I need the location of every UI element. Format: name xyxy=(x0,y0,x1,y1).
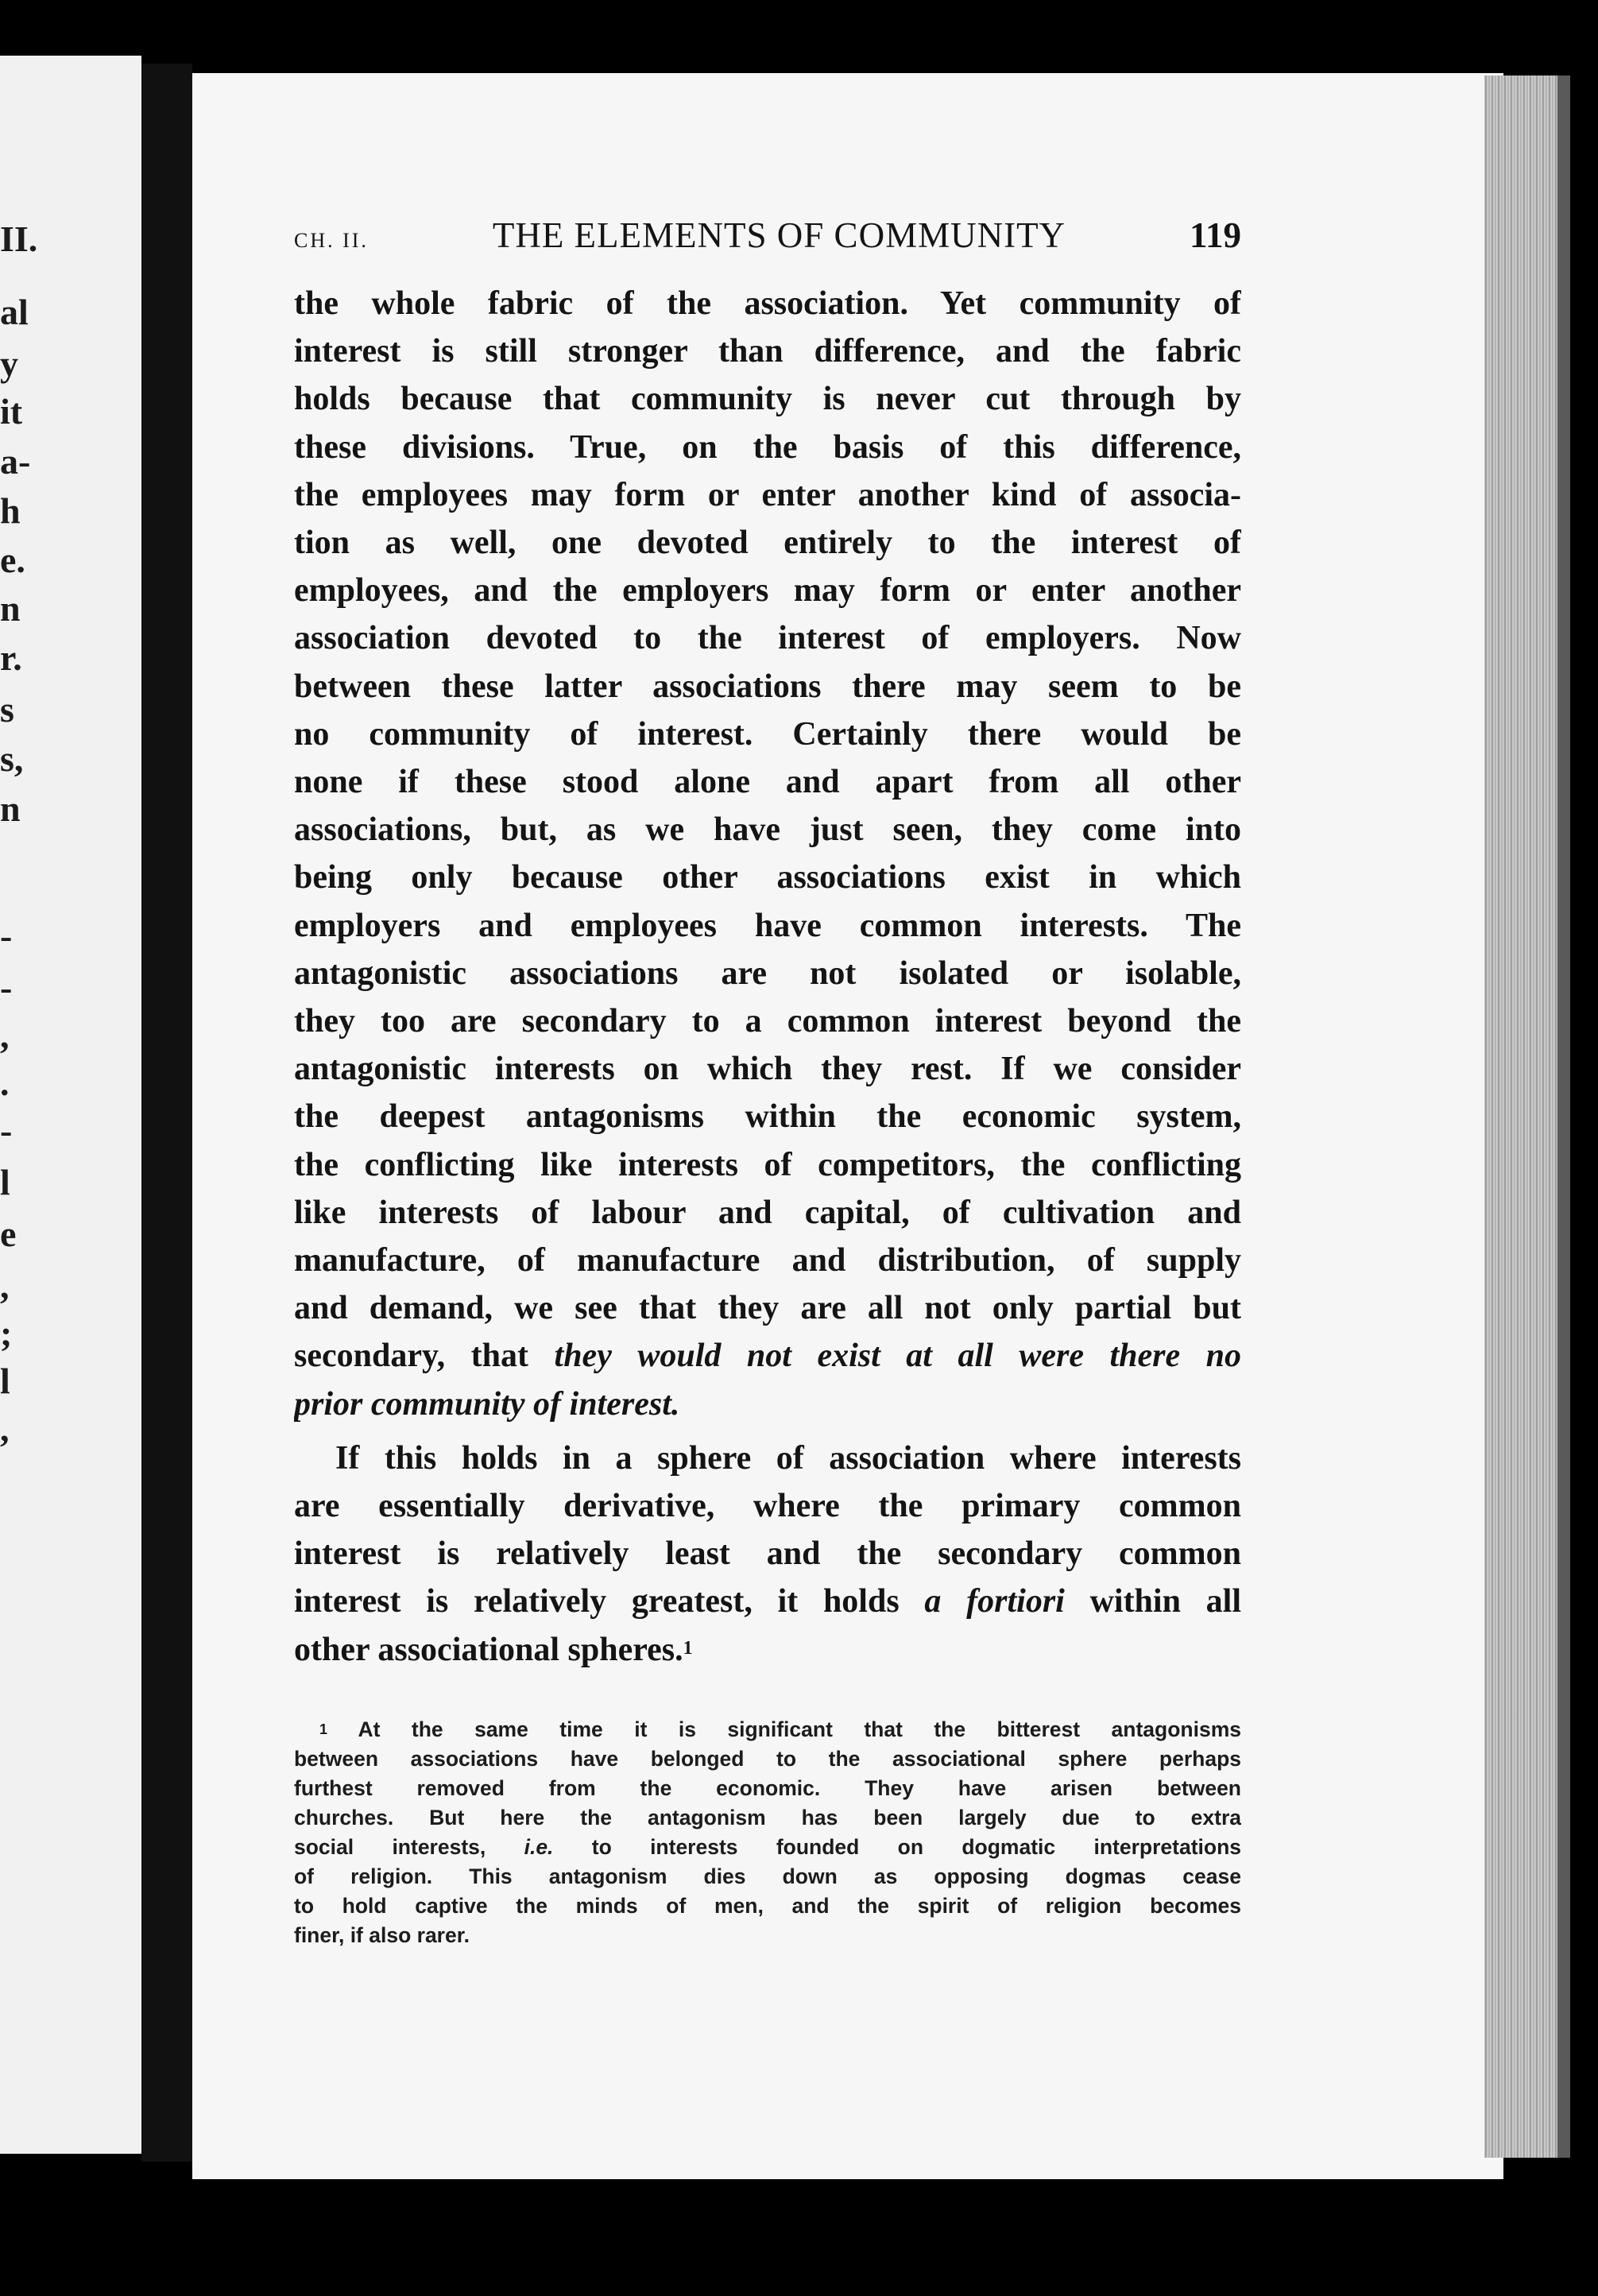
italic-text: i.e. xyxy=(524,1834,554,1859)
facing-page-fragment: s xyxy=(0,689,14,730)
facing-page-fragment: n xyxy=(0,788,21,829)
footnote-line xyxy=(294,1833,1241,1862)
facing-page-fragment: l xyxy=(0,1361,10,1401)
text-segment: social interests, xyxy=(294,1834,524,1859)
running-head xyxy=(294,215,1241,262)
footnote-marker: 1 xyxy=(319,1721,328,1737)
facing-page-fragment: r. xyxy=(0,637,22,678)
facing-page-fragment: h xyxy=(0,490,21,531)
text-line: manufacture, of manufacture and distribution, of supply xyxy=(294,1242,1241,1280)
facing-page xyxy=(0,56,141,2154)
text-line xyxy=(294,1332,1241,1380)
facing-page-fragment: - xyxy=(0,967,13,1008)
page-text xyxy=(294,215,1241,1950)
text-line: like interests of labour and capital, of cultivation and xyxy=(294,1194,1241,1231)
running-title: THE ELEMENTS OF COMMUNITY xyxy=(492,215,1066,255)
text-line: association devoted to the interest of employers. Now xyxy=(294,620,1241,657)
footnote-line: churches. But here the antagonism has been largely due to extra xyxy=(294,1805,1241,1829)
book-gutter xyxy=(141,64,192,2162)
page-edge-shadow xyxy=(1557,76,1570,2158)
text-segment: to interests founded on dogmatic interpretations xyxy=(553,1834,1241,1859)
page-number: 119 xyxy=(1189,215,1241,255)
text-line: these divisions. True, on the basis of this difference, xyxy=(294,428,1241,466)
footnote-line: furthest removed from the economic. They have arisen between xyxy=(294,1775,1241,1800)
facing-page-fragment: . xyxy=(0,1063,10,1103)
text-line: employees, and the employers may form or enter another xyxy=(294,572,1241,610)
italic-text: a fortiori xyxy=(924,1583,1065,1620)
text-line: If this holds in a sphere of association where interests xyxy=(335,1439,1241,1477)
text-line: the deepest antagonisms within the economic system, xyxy=(294,1098,1241,1136)
text-line: the employees may form or enter another kind of associa- xyxy=(294,476,1241,513)
text-line: the conflicting like interests of competitors, the conflicting xyxy=(294,1146,1241,1183)
text-line: interest is relatively least and the secondary common xyxy=(294,1535,1241,1573)
page-block-edge xyxy=(1484,76,1557,2158)
text-line: no community of interest. Certainly there would be xyxy=(294,715,1241,753)
text-line: between these latter associations there may seem to be xyxy=(294,668,1241,705)
facing-page-fragment: - xyxy=(0,1110,13,1151)
footnote-reference: 1 xyxy=(683,1637,693,1659)
text-line: tion as well, one devoted entirely to the interest of xyxy=(294,525,1241,562)
facing-page-fragment: e xyxy=(0,1214,17,1254)
italic-text: they would not exist at all were there no xyxy=(554,1338,1241,1375)
text-line: being only because other associations exist in which xyxy=(294,859,1241,896)
text-line: they too are secondary to a common interest beyond the xyxy=(294,1003,1241,1040)
paragraph-1 xyxy=(294,280,1241,1428)
facing-page-fragment: , xyxy=(0,1408,10,1449)
text-line: are essentially derivative, where the primary common xyxy=(294,1488,1241,1525)
chapter-label: CH. II. xyxy=(294,229,369,252)
facing-page-fragment: , xyxy=(0,1015,10,1055)
footnote xyxy=(294,1715,1241,1950)
text-line: antagonistic associations are not isolated or isolable, xyxy=(294,954,1241,992)
facing-page-fragment: it xyxy=(0,391,23,432)
facing-page-fragment: ; xyxy=(0,1313,13,1353)
footnote-line: finer, if also rarer. xyxy=(294,1922,470,1947)
italic-text: prior community of interest. xyxy=(294,1385,680,1423)
text-line: and demand, we see that they are all not only partial but xyxy=(294,1290,1241,1327)
text-line: interest is still stronger than difference, and the fabric xyxy=(294,333,1241,370)
text-line: holds because that community is never cut through by xyxy=(294,381,1241,418)
footnote-line: between associations have belonged to the associational sphere perhaps xyxy=(294,1746,1241,1771)
facing-page-fragment: a- xyxy=(0,441,31,482)
footnote-line: to hold captive the minds of men, and the spirit of religion becomes xyxy=(294,1893,1241,1918)
text-line xyxy=(294,1380,1241,1428)
facing-page-fragment: , xyxy=(0,1265,10,1306)
text-line xyxy=(294,1626,1241,1674)
facing-page-fragment: II. xyxy=(0,219,38,259)
footnote-line: of religion. This antagonism dies down as opposing dogmas cease xyxy=(294,1864,1241,1888)
text-segment: within all xyxy=(1064,1583,1241,1620)
footnote-line xyxy=(294,1715,1241,1744)
facing-page-fragment: - xyxy=(0,916,13,956)
text-line: none if these stood alone and apart from all other xyxy=(294,764,1241,801)
facing-page-fragment: y xyxy=(0,343,18,384)
facing-page-fragment: n xyxy=(0,588,21,629)
text-segment: interest is relatively greatest, it holds xyxy=(294,1583,925,1620)
facing-page-fragment: al xyxy=(0,292,29,332)
text-line: associations, but, as we have just seen, they come into xyxy=(294,811,1241,849)
text-line: antagonistic interests on which they rest. If we consider xyxy=(294,1051,1241,1088)
facing-page-fragment: s, xyxy=(0,738,24,779)
paragraph-2 xyxy=(294,1435,1241,1674)
text-line xyxy=(294,1578,1241,1625)
facing-page-fragment: l xyxy=(0,1162,10,1202)
text-line: the whole fabric of the association. Yet community of xyxy=(294,285,1241,322)
text-segment: secondary, that xyxy=(294,1338,555,1375)
text-line: employers and employees have common interests. The xyxy=(294,907,1241,944)
facing-page-fragment: e. xyxy=(0,540,25,580)
text-segment: other associational spheres. xyxy=(294,1631,683,1668)
text-segment: At the same time it is significant that the bitterest antagonisms xyxy=(358,1717,1241,1741)
